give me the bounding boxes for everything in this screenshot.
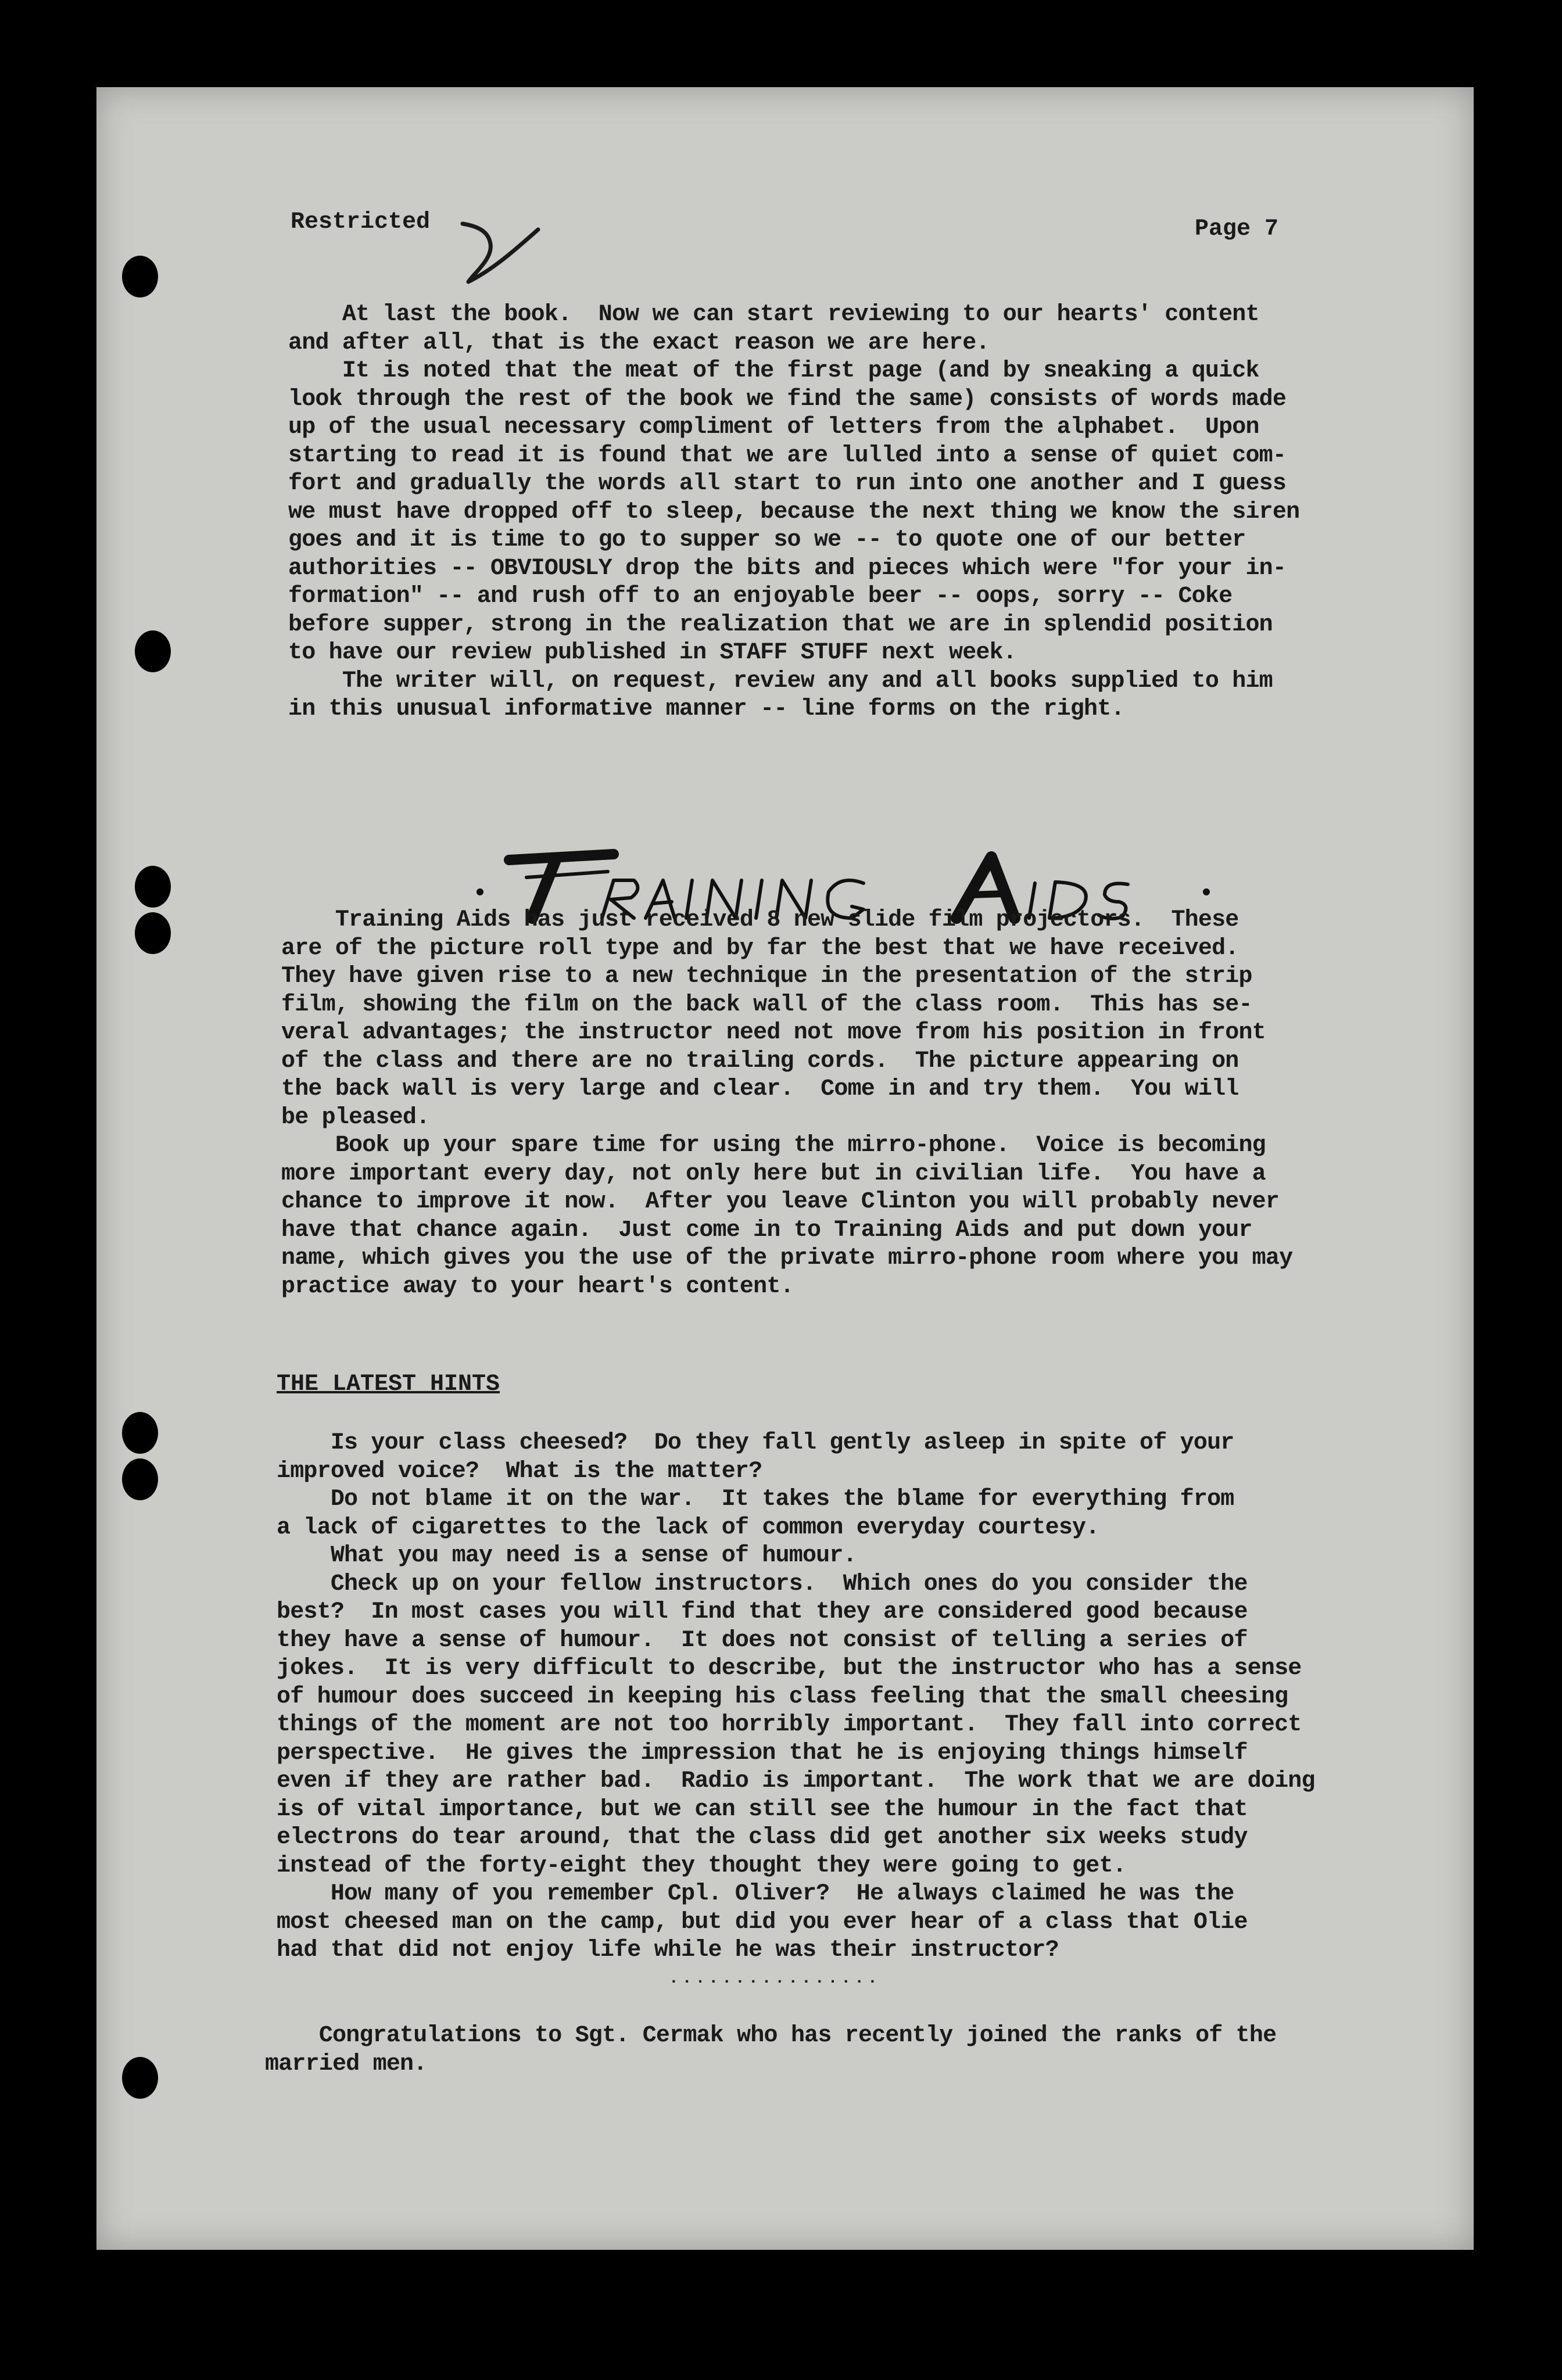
- text-line: fort and gradually the words all start to run into one another and I guess: [288, 471, 1287, 497]
- text-line: At last the book. Now we can start reviewing to our hearts' content: [288, 302, 1259, 328]
- punch-hole: [122, 2057, 158, 2099]
- text-line: practice away to your heart's content.: [281, 1273, 794, 1300]
- punch-hole: [135, 912, 171, 954]
- text-line: goes and it is time to go to supper so we -- to quote one of our better: [288, 527, 1246, 553]
- text-line: Do not blame it on the war. It takes the blame for everything from: [277, 1486, 1234, 1512]
- text-line: electrons do tear around, that the class did get another six weeks study: [277, 1825, 1248, 1851]
- text-line: The writer will, on request, review any and all books supplied to him: [288, 668, 1273, 694]
- text-line: improved voice? What is the matter?: [277, 1458, 762, 1485]
- punch-hole: [122, 1412, 158, 1454]
- text-line: jokes. It is very difficult to describe, but the instructor who has a sense: [277, 1655, 1302, 1682]
- text-line: is of vital importance, but we can still see the humour in the fact that: [277, 1796, 1248, 1823]
- text-line: authorities -- OBVIOUSLY drop the bits and pieces which were "for your in-: [288, 555, 1287, 582]
- text-line: Congratulations to Sgt. Cermak who has recently joined the ranks of the: [265, 2023, 1277, 2049]
- text-line: instead of the forty-eight they thought they were going to get.: [277, 1852, 1126, 1879]
- text-line: are of the picture roll type and by far the best that we have received.: [281, 935, 1239, 962]
- text-line: What you may need is a sense of humour.: [277, 1543, 857, 1569]
- text-line: of humour does succeed in keeping his class feeling that the small cheesing: [277, 1683, 1288, 1710]
- text-line: have that chance again. Just come in to Training Aids and put down your: [281, 1217, 1252, 1243]
- text-line: How many of you remember Cpl. Oliver? He always claimed he was the: [277, 1881, 1234, 1907]
- text-line: they have a sense of humour. It does not consist of telling a series of: [277, 1627, 1248, 1654]
- text-line: even if they are rather bad. Radio is important. The work that we are doing: [277, 1768, 1315, 1794]
- text-line: look through the rest of the book we find the same) consists of words made: [288, 386, 1287, 413]
- text-line: in this unusual informative manner -- line forms on the right.: [288, 696, 1124, 722]
- text-line: formation" -- and rush off to an enjoyable beer -- oops, sorry -- Coke: [288, 583, 1233, 610]
- text-line: married men.: [265, 2051, 427, 2077]
- text-line: Check up on your fellow instructors. Which ones do you consider the: [277, 1571, 1248, 1597]
- text-line: things of the moment are not too horribly important. They fall into correct: [277, 1712, 1302, 1738]
- text-line: chance to improve it now. After you leave Clinton you will probably never: [281, 1189, 1280, 1215]
- text-line: a lack of cigarettes to the lack of common everyday courtesy.: [277, 1514, 1099, 1541]
- punch-hole: [135, 630, 171, 672]
- punch-hole: [135, 866, 171, 908]
- text-line: Book up your spare time for using the mirro-phone. Voice is becoming: [281, 1132, 1266, 1159]
- latest-hints-heading: THE LATEST HINTS: [277, 1371, 500, 1397]
- restricted-label: Restricted: [291, 209, 431, 235]
- page-number: Page 7: [1195, 216, 1279, 242]
- text-line: Is your class cheesed? Do they fall gently asleep in spite of your: [277, 1430, 1234, 1456]
- text-line: perspective. He gives the impression that he is enjoying things himself: [277, 1740, 1248, 1766]
- text-line: before supper, strong in the realization that we are in splendid position: [288, 611, 1273, 638]
- handwritten-check-mark: [457, 218, 544, 293]
- punch-hole: [122, 1458, 158, 1500]
- text-line: name, which gives you the use of the private mirro-phone room where you may: [281, 1245, 1293, 1271]
- dotted-separator: ................: [669, 1970, 881, 1988]
- text-line: veral advantages; the instructor need not move from his position in front: [281, 1020, 1266, 1046]
- document-page: [96, 87, 1474, 2250]
- text-line: best? In most cases you will find that they are considered good because: [277, 1599, 1248, 1625]
- text-line: most cheesed man on the camp, but did you ever hear of a class that Olie: [277, 1909, 1248, 1935]
- text-line: and after all, that is the exact reason we are here.: [288, 329, 990, 356]
- text-line: up of the usual necessary compliment of letters from the alphabet. Upon: [288, 414, 1259, 440]
- text-line: to have our review published in STAFF STUFF next week.: [288, 640, 1017, 666]
- text-line: Training Aids has just received 8 new slide film projectors. These: [281, 907, 1239, 933]
- text-line: the back wall is very large and clear. Come in and try them. You will: [281, 1076, 1239, 1102]
- text-line: had that did not enjoy life while he was their instructor?: [277, 1937, 1059, 1963]
- text-line: more important every day, not only here but in civilian life. You have a: [281, 1160, 1266, 1187]
- text-line: be pleased.: [281, 1104, 430, 1131]
- text-line: starting to read it is found that we are lulled into a sense of quiet com-: [288, 442, 1287, 469]
- text-line: It is noted that the meat of the first page (and by sneaking a quick: [288, 358, 1259, 384]
- text-line: of the class and there are no trailing cords. The picture appearing on: [281, 1048, 1239, 1074]
- text-line: film, showing the film on the back wall of the class room. This has se-: [281, 991, 1252, 1018]
- text-line: They have given rise to a new technique in the presentation of the strip: [281, 963, 1252, 990]
- punch-hole: [122, 256, 158, 298]
- text-line: we must have dropped off to sleep, because the next thing we know the siren: [288, 499, 1300, 525]
